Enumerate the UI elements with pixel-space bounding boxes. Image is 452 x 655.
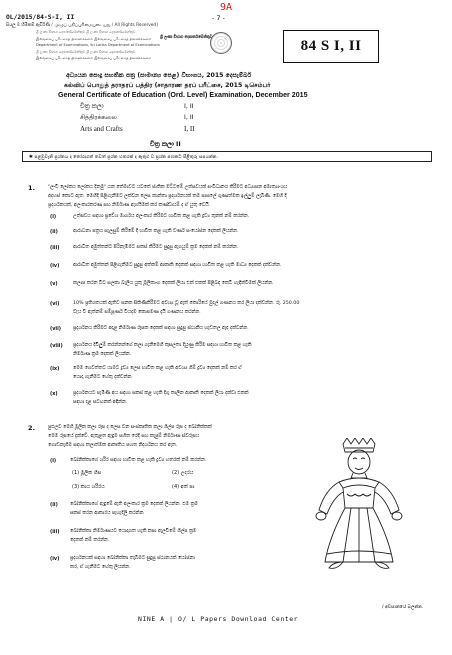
q2-item-line: ප්‍රදර්ශනයක් සඳහා බෝනික්කා තැබීමට සුදුසු ස්ථානයක් යෝජනා	[70, 556, 195, 561]
subject-paper: I, II	[184, 114, 194, 121]
subject-code-box: 84 S I, II	[283, 30, 379, 63]
item-number: (vi)	[50, 301, 60, 307]
dept-line: Department of Examinations, Sri Lanka Department of Examinations	[36, 43, 160, 47]
stamp-text: ශ්‍රී ලංකා විභාග දෙපාර්තමේන්තුව	[160, 34, 213, 39]
dept-line: ශ්‍රී ලංකා විභාග දෙපාර්තමේන්තුව ශ්‍රී ලංකා විභාග දෙපාර්තමේන්තුව	[36, 30, 136, 34]
item-number: (i)	[50, 214, 57, 220]
q1-item-line: උත්සවය සඳහා ප්‍රවේශ මාර්ගය අලංකාර කිරීමට භාවිත කළ හැකි ද්‍රව්‍ය තුනක් නම් කරන්න.	[73, 214, 250, 219]
department-block	[36, 30, 244, 66]
q2-item-line: කර, ඒ ගැනීමට හේතු ලියන්න.	[70, 565, 131, 570]
q2-item-line: දෙකක් නම් කරන්න.	[70, 538, 110, 543]
subject-paper: I, II	[184, 125, 195, 133]
item-number: (ix)	[50, 366, 60, 372]
exam-title-english: General Certificate of Education (Ord. Level) Examination, December 2015	[58, 91, 308, 99]
q1-intro-line: ප්‍රදර්ශනයක්, අලංකාරකරණ සහ නිර්මාණ ඇගයීමක් කර කණ්ඩායම් ද ඒ යුතු වෙයි.	[48, 203, 211, 208]
item-number: (v)	[50, 281, 58, 287]
q1-item-line: වැය වී ඇත්නම් සම්පූර්ණ වියදම කොපමණ දැයි ගණනය කරන්න.	[73, 310, 201, 315]
option: (4) අත් පා	[172, 484, 195, 490]
q1-item-line: ප්‍රදර්ශනයට පැමිණි අය සඳහා සකස් කළ හැකි දිගු කාලීන ආකෘති දෙකක් ලියා දක්වා එකක්	[73, 391, 249, 396]
q2-intro-line: ගොඩනැගීම සඳහා කලාත්මක ආකෘතිය පහත නිදර්ශනය කර ඇත.	[48, 443, 178, 448]
q2-item-line: බෝනික්කාගේ ඇඳුමේ ඇති අලංකාර ක්‍රම දෙකක් ලියන්න. එම ක්‍රම	[70, 502, 198, 507]
q1-item-line: යොදා ගැනීමට හේතු දක්වන්න.	[73, 375, 133, 380]
subject-english: Arts and Crafts	[80, 125, 123, 133]
q1-item-line: ආරාධිත අමුත්තන් පිළිගැනීමට සුදුසු අත්කම් ආකෘති දෙකක් සඳහා භාවිත කළ හැකි මාධ්‍ය දෙකක් දක්වන්න.	[73, 263, 282, 268]
dept-line: இலங்கைப் பரீட்சைத் திணைக்களம் இலங்கைப் பரீட்சைத் திணைக்களம்	[36, 56, 152, 60]
q1-item-line: ප්‍රදර්ශනය කිරීමට අදාළ නිර්මාණ රූපක දෙකක් සඳහා සුදුසු ස්ථානීය හැඩතල ඇඳ දක්වන්න.	[73, 326, 249, 331]
q1-item-line: ආරාධිත අමුත්තන්ට පිරිනැමීමට සකස් කිරීමට සුදුසු ඇගයුම් ක්‍රම දෙකක් නම් කරන්න.	[73, 245, 239, 250]
q1-item-line: සඳහා දළ සටහනක් අඳින්න.	[73, 400, 128, 405]
q1-item-line: මෙම ගෙවත්තට යාමට ද්‍රව්‍ය ලෙස භාවිත කළ හැකි අවශ්‍ය ගිම් ද්‍රව්‍ය දෙකක් නම් කර ඒ	[73, 366, 242, 371]
q1-item-line: ආරාධනා පත්‍රය සැලසුම් කිරීමේ දී භාවිත කළ හැකි වර්ණ සංයෝජන දෙකක් ලියන්න.	[73, 229, 239, 234]
q2-intro-line: පුළුලට මෙහි මූලික කලා රූප ද ලෙස වන සංස්කෘතික කලා ශිල්ප රූප ද බෝනික්කක්	[48, 425, 212, 430]
q1-item-line: නිර්මාණ ක්‍රම දෙකක් ලියන්න.	[73, 352, 132, 357]
paper-title: චිත්‍ර කලා II	[150, 141, 181, 148]
question-number: 2.	[28, 424, 35, 432]
question-number: 1.	[28, 184, 35, 192]
q1-intro-line: අදහස් කොට ඇත. මෙහිදී පිළිගැනීමට ලක්වන ලෙස කාන්තා ප්‍රදර්ශනයක් තම පාසලේ ගුණාත්මක ඉල්ලුම් ලැබිණි. මෙහි දී	[48, 194, 287, 199]
instructions-box: ✱ පළමුවැනි ප්‍රශ්නය ද තෝරාගත් තවත් ප්‍රශ්න හතරක් ද ඇතුළු ව ප්‍රශ්න පහකට පිළිතුරු සපයන්න.	[22, 151, 432, 162]
option: (3) කාය ශරීරය	[72, 484, 105, 490]
q1-item-line: ප්‍රදර්ශනය දිවිලුම් කරන්නන්ගේ කලා ගැනීමෙහි කුසලතා දියුණු කිරීම සඳහා භාවිත කළ හැකි	[73, 343, 252, 348]
item-number: (viii)	[50, 343, 63, 349]
subject-paper: I, II	[184, 103, 194, 110]
paper-code: OL/2015/84-S-I, II	[6, 14, 75, 21]
subject-sinhala: චිත්‍ර කලා	[80, 103, 104, 110]
footer-credit: NINE A | O/ L Papers Download Center	[138, 615, 299, 623]
item-number: (iii)	[50, 529, 60, 535]
department-seal-icon	[210, 32, 232, 54]
item-number: (ii)	[50, 502, 58, 508]
exam-title-sinhala: අධ්‍යයන පොදු සහතික පත්‍ර (සාමාන්‍ය පෙළ) විභාගය, 2015 දෙසැම්බර්	[66, 72, 252, 79]
option: (2) උදරය	[172, 470, 194, 476]
q2-item-line: බෝනික්කා නිර්මාණයට යොදාගත හැකි කපා ඇලවීමේ ශිල්ප ක්‍රම	[70, 529, 197, 534]
option: (1) මූලික හිස	[72, 470, 102, 476]
subject-tamil: சித்திரக்கலை	[80, 114, 117, 121]
item-number: (vii)	[50, 326, 62, 332]
page-number: - 7 -	[212, 14, 225, 22]
q1-item-line: කලාප කරන විට සලකා බැලිය යුතු මූලිකාංග දෙකක් ලියා එක් එකක් පිළිබඳ කෙටි හැඳින්වීමක් ලියන්න.	[73, 281, 274, 286]
item-number: (iii)	[50, 245, 60, 251]
item-number: (iv)	[50, 556, 60, 562]
dept-line: ශ්‍රී ලංකා විභාග දෙපාර්තමේන්තුව ශ්‍රී ලංකා විභාග දෙපාර්තමේන්තුව	[36, 49, 136, 54]
item-number: (iv)	[50, 263, 60, 269]
q2-item-line: බෝනික්කාගේ ශරීර සඳහා භාවිත කළ හැකි ද්‍රව්‍ය හතරක් නම් කරන්න.	[70, 458, 207, 463]
red-tag: 9A	[220, 2, 233, 13]
q2-item-line: සකස් කරන ආකාරය පැහැදිලි කරන්න.	[70, 511, 145, 516]
dept-line: இலங்கைப் பரீட்சைத் திணைக்களம் இலங்கைப் பரீட்சைத் திணைக்களம்	[36, 36, 152, 41]
q2-intro-line: මෙම රූපයේ දැක්වේ. ඇතුළත ඇඳුම සහිත රෙදි සහ කැපුම් නිර්මාණ ස්වරූපය	[48, 434, 200, 439]
item-number: (ii)	[50, 229, 58, 235]
doll-illustration	[285, 438, 435, 578]
exam-title-tamil: கல்விப் பொதுத் தராதரப் பத்திர (சாதாரண தரப் பரீட்சை, 2015 டிசெம்பர்	[64, 82, 271, 89]
item-number: (i)	[50, 458, 57, 464]
q1-intro-line: "ලංවී ලෝකය ලෝකය දිනමු" යන තේමාවට යටතේ ජාතික මට්ටමේ උත්සවයක් සංවිධානය කිරීමට අධ්‍යාපන අමාත්‍යාංශය	[48, 185, 288, 190]
q1-item-line: 10% ප්‍රතිශතයක් ඇතිව ඝනක සිකිණිකිරීමට අවශ්‍ය වූ ඇත් කොරියේ මුදල් ගණනය කර ලියා දක්වන්න. රු. 250.00	[73, 301, 300, 306]
turn-over-note: / අවසානයේ බලන්න.	[382, 605, 424, 610]
item-number: (x)	[50, 391, 58, 397]
rights-line: සියලු ම හිමිකම් ඇවිරිණි / முழுப் பதிப்புரிமையுடையது / All Rights Reserved]	[6, 23, 158, 28]
